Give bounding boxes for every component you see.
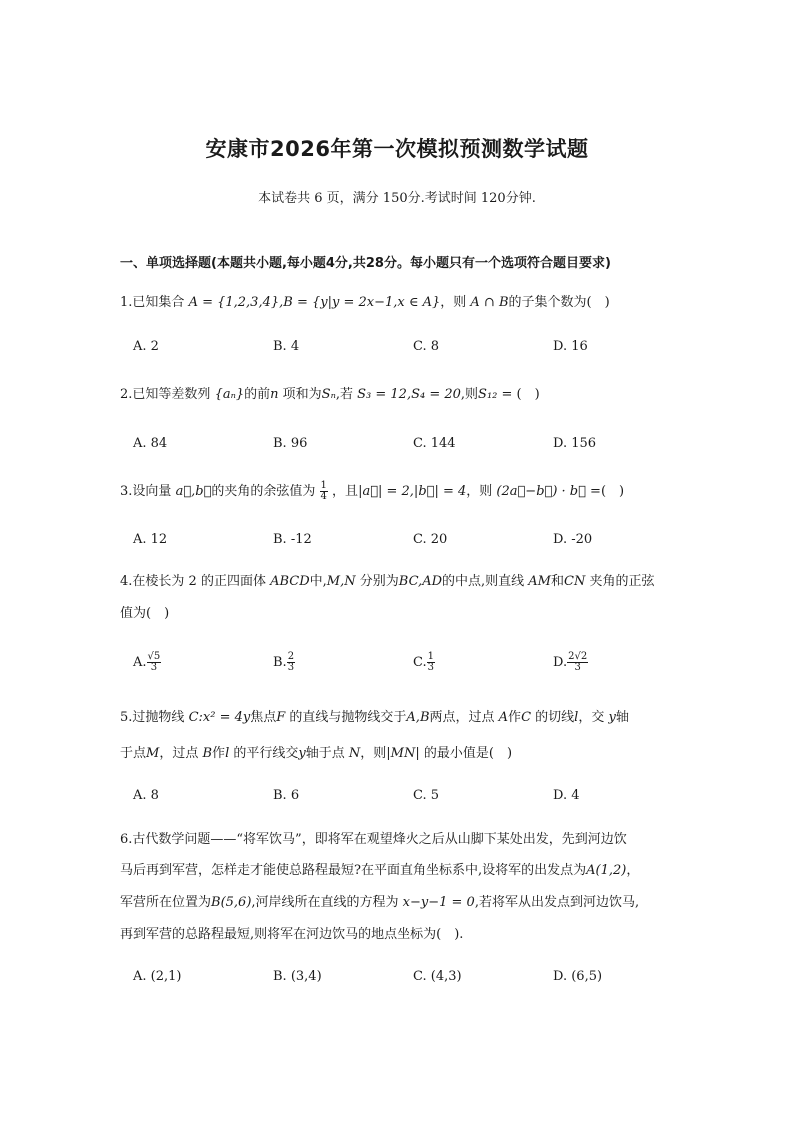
option-b[interactable]: B. 4 <box>273 339 300 354</box>
option-a[interactable]: A. (2,1) <box>133 969 182 984</box>
option-d[interactable]: D. 156 <box>553 436 597 451</box>
section-heading: 一、单项选择题(本题共小题,每小题4分,共28分。每小题只有一个选项符合题目要求) <box>120 256 611 271</box>
question-number: 2. <box>120 387 133 402</box>
question-1: 1.已知集合 A = {1,2,3,4},B = {y|y = 2x−1,x ∈ A}，则 A ∩ B的子集个数为( ) <box>120 295 610 310</box>
option-d[interactable]: D. 4 <box>553 788 580 803</box>
option-b[interactable]: B. 6 <box>273 788 300 803</box>
question-5-line-2: 于点M，过点 B作l 的平行线交y轴于点 N，则|MN| 的最小值是( ) <box>120 746 513 761</box>
cosine-fraction: $\frac{1}{4}$ <box>320 480 327 502</box>
question-2-options <box>133 436 693 456</box>
option-c[interactable]: C. (4,3) <box>413 969 462 984</box>
question-number: 5. <box>120 710 133 725</box>
option-c[interactable]: C. 20 <box>413 532 448 547</box>
option-b[interactable]: B. $\frac{2}{3}$ <box>273 651 295 673</box>
option-a[interactable]: A. $\frac{√5}{3}$ <box>133 651 161 673</box>
question-6: 6.古代数学问题——“将军饮马”，即将军在观望烽火之后从山脚下某处出发，先到河边饮 <box>120 832 627 847</box>
option-a[interactable]: A. 12 <box>133 532 168 547</box>
question-2: 2.已知等差数列 {aₙ}的前n 项和为Sₙ,若 S₃ = 12,S₄ = 20,则S₁₂ = ( ) <box>120 387 540 402</box>
option-c[interactable]: C. $\frac{1}{3}$ <box>413 651 434 673</box>
question-number: 6. <box>120 832 133 847</box>
question-1-options <box>133 339 693 359</box>
option-b[interactable]: B. (3,4) <box>273 969 322 984</box>
question-4-line-2: 值为( ) <box>120 606 170 621</box>
question-6-options <box>133 969 693 989</box>
exam-info: 本试卷共 6 页，满分 150分.考试时间 120分钟. <box>258 191 536 206</box>
option-a[interactable]: A. 84 <box>133 436 168 451</box>
option-b[interactable]: B. 96 <box>273 436 308 451</box>
question-3-options <box>133 532 693 552</box>
option-a[interactable]: A. 8 <box>133 788 159 803</box>
option-d[interactable]: D. (6,5) <box>553 969 603 984</box>
option-b[interactable]: B. -12 <box>273 532 312 547</box>
question-6-line-4: 再到军营的总路程最短,则将军在河边饮马的地点坐标为( ). <box>120 927 464 942</box>
question-number: 1. <box>120 295 133 310</box>
question-4: 4.在棱长为 2 的正四面体 ABCD中,M,N 分别为BC,AD的中点,则直线 AM和CN 夹角的正弦 <box>120 574 655 589</box>
question-3: 3.设向量 a⃗,b⃗的夹角的余弦值为 $\frac{1}{4}$ ，且|a⃗| = 2,|b⃗| = 4，则 (2a⃗−b⃗) · b⃗ =( ) <box>120 480 625 502</box>
question-4-options <box>133 652 693 678</box>
question-6-line-2: 马后再到军营，怎样走才能使总路程最短?在平面直角坐标系中,设将军的出发点为A(1,2)， <box>120 863 640 878</box>
option-c[interactable]: C. 8 <box>413 339 440 354</box>
page-title: 安康市2026年第一次模拟预测数学试题 <box>205 137 589 161</box>
option-d[interactable]: D. 16 <box>553 339 588 354</box>
question-5-options <box>133 788 693 808</box>
option-c[interactable]: C. 5 <box>413 788 440 803</box>
question-number: 4. <box>120 574 133 589</box>
question-5: 5.过抛物线 C:x² = 4y焦点F 的直线与抛物线交于A,B两点，过点 A作C 的切线l，交 y轴 <box>120 710 629 725</box>
option-a[interactable]: A. 2 <box>133 339 159 354</box>
option-d[interactable]: D. -20 <box>553 532 593 547</box>
option-d[interactable]: D. $\frac{2√2}{3}$ <box>553 651 588 673</box>
question-6-line-3: 军营所在位置为B(5,6),河岸线所在直线的方程为 x−y−1 = 0,若将军从出发点到河边饮马, <box>120 895 640 910</box>
option-c[interactable]: C. 144 <box>413 436 456 451</box>
question-number: 3. <box>120 484 133 499</box>
